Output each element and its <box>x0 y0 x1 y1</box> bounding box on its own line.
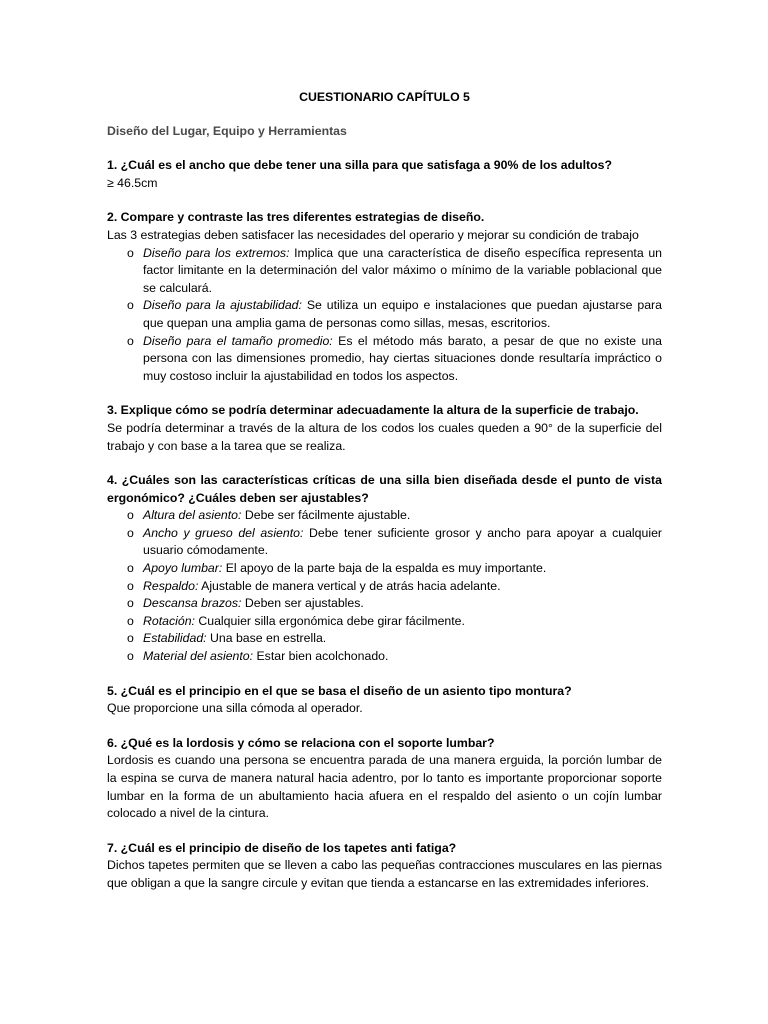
list-item <box>107 245 662 298</box>
answer-3-text: Se podría determinar a través de la altura de los codos los cuales queden a 90° de la superficie del trabajo y con base a la tarea que se realiza. <box>107 420 662 453</box>
item-term: Respaldo: <box>143 578 199 593</box>
question-1 <box>107 157 662 192</box>
list-item <box>107 560 662 578</box>
question-1-text: 1. ¿Cuál es el ancho que debe tener una silla para que satisfaga a 90% de los adultos? <box>107 158 613 173</box>
item-term: Rotación: <box>143 613 195 628</box>
question-5 <box>107 683 662 718</box>
document-subtitle: Diseño del Lugar, Equipo y Herramientas <box>107 123 347 138</box>
question-5-text: 5. ¿Cuál es el principio en el que se basa el diseño de un asiento tipo montura? <box>107 683 572 698</box>
question-6 <box>107 735 662 823</box>
answer-4-list <box>107 507 662 665</box>
item-term: Diseño para el tamaño promedio: <box>143 333 333 348</box>
answer-7-text: Dichos tapetes permiten que se lleven a cabo las pequeñas contracciones musculares en las piernas que obligan a que la sangre circule y evitan que tienda a estancarse en las extremidades inferiores. <box>107 858 662 890</box>
answer-5-text: Que proporcione una silla cómoda al operador. <box>107 701 363 716</box>
item-term: Altura del asiento: <box>143 508 242 523</box>
item-term: Ancho y grueso del asiento: <box>143 525 304 540</box>
answer-1-text: ≥ 46.5cm <box>107 175 158 190</box>
item-term: Descansa brazos: <box>143 596 242 611</box>
question-7 <box>107 840 662 893</box>
item-text: Deben ser ajustables. <box>241 596 364 611</box>
list-item <box>107 595 662 613</box>
item-term: Apoyo lumbar: <box>143 561 223 576</box>
item-text: Ajustable de manera vertical y de atrás hacia adelante. <box>198 578 501 593</box>
bullet-marker: o <box>127 649 134 664</box>
answer-2-intro: Las 3 estrategias deben satisfacer las necesidades del operario y mejorar su condición de trabajo <box>107 227 639 242</box>
question-4-text: 4. ¿Cuáles son las características críticas de una silla bien diseñada desde el punto de vista ergonómico? ¿Cuáles deben ser ajustables? <box>107 473 662 505</box>
list-item <box>107 630 662 648</box>
list-item <box>107 613 662 631</box>
bullet-marker: o <box>127 561 134 576</box>
item-term: Diseño para la ajustabilidad: <box>143 298 302 313</box>
item-text: Es el método más barato, a pesar de que no existe una persona con las dimensiones promedio, hay ciertas situaciones donde resultaría impráctico o muy costoso incluir la ajustabilidad en todos los aspectos. <box>143 333 663 383</box>
item-text: Una base en estrella. <box>206 631 327 646</box>
list-item <box>107 297 662 332</box>
bullet-marker: o <box>127 298 134 313</box>
bullet-marker: o <box>127 333 134 348</box>
question-4 <box>107 472 662 666</box>
document-title: CUESTIONARIO CAPÍTULO 5 <box>299 90 470 104</box>
question-7-text: 7. ¿Cuál es el principio de diseño de los tapetes anti fatiga? <box>107 840 457 855</box>
item-text: Se utiliza un equipo e instalaciones que puedan ajustarse para que quepan una amplia gama de personas como sillas, mesas, escritorios. <box>143 298 662 330</box>
answer-6-text: Lordosis es cuando una persona se encuentra parada de una manera erguida, la porción lumbar de la espina se curva de manera natural hacia adentro, por lo tanto es importante proporcionar soporte lumbar en la forma de un abultamiento hacia afuera en el respaldo del asiento o un cojín lumbar colocado a nivel de la cintura. <box>107 753 662 821</box>
bullet-marker: o <box>127 508 134 523</box>
item-text: Cualquier silla ergonómica debe girar fácilmente. <box>194 613 465 628</box>
question-3 <box>107 402 662 455</box>
list-item <box>107 507 662 525</box>
question-2 <box>107 209 662 385</box>
bullet-marker: o <box>127 631 134 646</box>
item-text: Estar bien acolchonado. <box>253 649 389 664</box>
question-3-text: 3. Explique cómo se podría determinar adecuadamente la altura de la superficie de trabajo. <box>107 403 639 418</box>
question-2-text: 2. Compare y contraste las tres diferentes estrategias de diseño. <box>107 210 485 225</box>
bullet-marker: o <box>127 578 134 593</box>
item-term: Material del asiento: <box>143 649 254 664</box>
bullet-marker: o <box>127 613 134 628</box>
answer-2-list <box>107 245 662 386</box>
list-item <box>107 525 662 560</box>
question-6-text: 6. ¿Qué es la lordosis y cómo se relaciona con el soporte lumbar? <box>107 735 495 750</box>
item-text: Debe tener suficiente grosor y ancho para apoyar a cualquier usuario cómodamente. <box>143 525 663 558</box>
document-content <box>107 89 662 910</box>
item-text: Implica que una característica de diseño específica representa un factor limitante en la determinación del valor máximo o mínimo de la variable poblacional que se calculará. <box>143 245 662 295</box>
bullet-marker: o <box>127 245 134 260</box>
item-term: Diseño para los extremos: <box>143 245 290 260</box>
list-item <box>107 578 662 596</box>
bullet-marker: o <box>127 525 134 540</box>
list-item <box>107 333 662 386</box>
item-text: Debe ser fácilmente ajustable. <box>241 508 411 523</box>
bullet-marker: o <box>127 596 134 611</box>
item-text: El apoyo de la parte baja de la espalda es muy importante. <box>222 561 547 576</box>
list-item <box>107 648 662 666</box>
item-term: Estabilidad: <box>143 631 207 646</box>
